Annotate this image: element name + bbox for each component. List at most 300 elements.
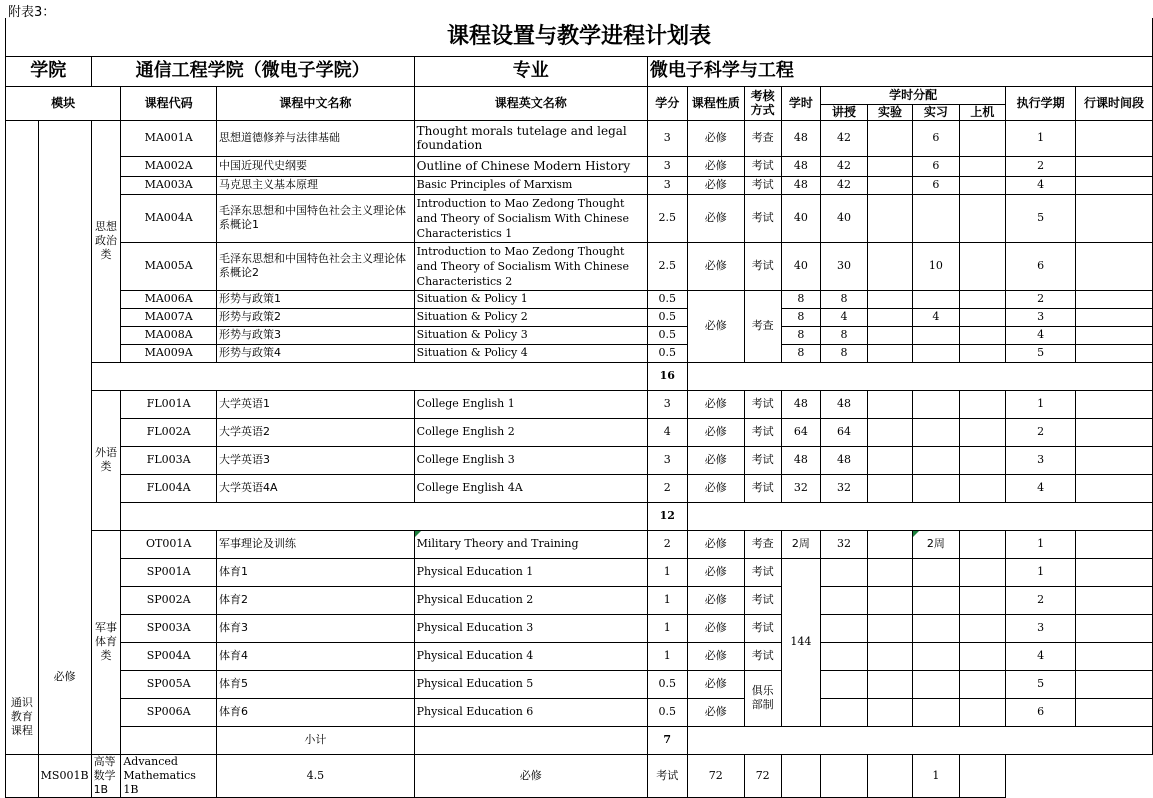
course-hours: 40 [781,194,821,242]
course-period [1076,586,1153,614]
course-period [1076,344,1153,362]
course-nature: 必修 [687,390,744,418]
course-en-name: Basic Principles of Marxism [414,176,647,194]
course-lecture: 4 [821,308,867,326]
course-credit: 3 [647,156,687,176]
course-computer [959,474,1005,502]
course-exam: 考试 [744,390,781,418]
course-credit: 3 [647,176,687,194]
course-computer [959,418,1005,446]
course-nature: 必修 [687,586,744,614]
course-exam: 考查 [744,120,781,156]
course-credit: 3 [647,120,687,156]
course-experiment [867,558,912,586]
course-lecture: 30 [821,242,867,290]
course-cn-name: 形势与政策2 [217,308,415,326]
course-semester: 3 [1006,614,1076,642]
course-nature: 必修 [687,194,744,242]
course-semester: 1 [1006,120,1076,156]
course-nature: 必修 [687,418,744,446]
course-practice [913,194,959,242]
header-nature: 课程性质 [687,86,744,120]
course-computer [959,194,1005,242]
category-general-education: 通识教育课程 [6,120,39,754]
course-practice [913,390,959,418]
course-cn-name: 毛泽东思想和中国特色社会主义理论体系概论2 [217,242,415,290]
course-semester: 4 [1006,642,1076,670]
subtotal-blank [121,726,217,754]
course-code: FL004A [121,474,217,502]
course-exam: 考试 [647,754,687,797]
course-code: OT001A [121,530,217,558]
course-cn-name: 大学英语4A [217,474,415,502]
course-lecture [821,642,867,670]
course-nature: 必修 [687,446,744,474]
course-experiment [781,754,821,797]
course-lecture [821,698,867,726]
course-period [1076,614,1153,642]
subtotal-label [121,502,648,530]
course-nature: 必修 [687,474,744,502]
course-exam: 考试 [744,446,781,474]
course-practice [913,698,959,726]
course-computer [959,344,1005,362]
course-practice [913,418,959,446]
course-cn-name: 毛泽东思想和中国特色社会主义理论体系概论1 [217,194,415,242]
course-nature: 必修 [414,754,647,797]
header-hour-distribution: 学时分配 [821,86,1006,104]
course-lecture [821,586,867,614]
course-practice: 10 [913,242,959,290]
course-credit: 1 [647,558,687,586]
appendix-note: 附表3： [8,5,56,20]
course-exam: 考试 [744,474,781,502]
header-credit: 学分 [647,86,687,120]
course-semester: 1 [1006,530,1076,558]
course-nature: 必修 [687,176,744,194]
course-hours: 2周 [781,530,821,558]
course-period [959,754,1005,797]
course-experiment [867,418,912,446]
course-practice: 6 [913,176,959,194]
course-experiment [867,120,912,156]
course-code: SP006A [121,698,217,726]
course-experiment [867,586,912,614]
course-lecture: 8 [821,344,867,362]
course-period [1076,530,1153,558]
course-nature: 必修 [687,120,744,156]
course-computer [959,326,1005,344]
course-exam: 考查 [744,290,781,362]
course-semester: 5 [1006,670,1076,698]
course-code: MA004A [121,194,217,242]
course-computer [959,670,1005,698]
course-period [1076,308,1153,326]
course-computer [959,614,1005,642]
course-practice [913,670,959,698]
course-cn-name: 体育3 [217,614,415,642]
course-experiment [867,242,912,290]
page-title: 课程设置与教学进程计划表 [6,18,1153,56]
course-en-name: Situation & Policy 1 [414,290,647,308]
course-lecture: 8 [821,326,867,344]
course-cn-name: 形势与政策3 [217,326,415,344]
subtotal-rest [687,362,1152,390]
course-lecture: 48 [821,390,867,418]
course-lecture: 48 [821,446,867,474]
course-code: MA005A [121,242,217,290]
subtotal-credit-ideology: 16 [647,362,687,390]
course-credit: 3 [647,446,687,474]
course-en-name: Introduction to Mao Zedong Thought and Theory of Socialism With Chinese Characteristics 1 [414,194,647,242]
course-cn-name: 大学英语3 [217,446,415,474]
course-nature: 必修 [687,670,744,698]
group-ideology: 思想政治类 [91,120,121,362]
course-code: FL002A [121,418,217,446]
course-semester: 4 [1006,474,1076,502]
course-lecture: 64 [821,418,867,446]
course-cn-name: 体育5 [217,670,415,698]
course-hours: 64 [781,418,821,446]
course-code: SP005A [121,670,217,698]
course-experiment [867,390,912,418]
course-semester: 2 [1006,586,1076,614]
course-practice: 6 [913,120,959,156]
course-cn-name: 形势与政策1 [217,290,415,308]
course-credit: 1 [647,614,687,642]
course-cn-name: 高等数学1B [91,754,121,797]
course-cn-name: 马克思主义基本原理 [217,176,415,194]
course-lecture: 32 [821,530,867,558]
course-experiment [867,698,912,726]
course-semester: 6 [1006,242,1076,290]
subtotal-rest [687,502,1152,530]
course-cn-name: 体育6 [217,698,415,726]
header-code: 课程代码 [121,86,217,120]
course-en-name: Advanced Mathematics 1B [121,754,217,797]
course-cn-name: 大学英语1 [217,390,415,418]
course-semester: 3 [1006,446,1076,474]
course-credit: 2 [647,474,687,502]
course-semester: 4 [1006,176,1076,194]
major-name: 微电子科学与工程 [647,56,1152,86]
subtotal-label: 小计 [217,726,415,754]
course-semester: 1 [1006,558,1076,586]
course-code: MA003A [121,176,217,194]
course-lecture: 8 [821,290,867,308]
course-credit: 2.5 [647,194,687,242]
course-credit: 1 [647,642,687,670]
header-practice: 实习 [913,104,959,120]
course-nature: 必修 [687,290,744,362]
course-period [1076,290,1153,308]
header-exam: 考核方式 [744,86,781,120]
course-computer [959,308,1005,326]
course-period [1076,390,1153,418]
course-code: SP003A [121,614,217,642]
course-hours: 72 [687,754,744,797]
course-credit: 1 [647,586,687,614]
course-plan-table [5,18,1153,798]
header-cn-name: 课程中文名称 [217,86,415,120]
course-en-name: Situation & Policy 2 [414,308,647,326]
course-experiment [867,344,912,362]
course-practice [913,474,959,502]
course-period [1076,176,1153,194]
course-computer [959,558,1005,586]
course-semester: 2 [1006,290,1076,308]
course-credit: 0.5 [647,290,687,308]
course-nature: 必修 [687,698,744,726]
course-credit: 0.5 [647,698,687,726]
course-credit: 0.5 [647,344,687,362]
course-cn-name: 思想道德修养与法律基础 [217,120,415,156]
course-cn-name: 军事理论及训练 [217,530,415,558]
course-period [1076,418,1153,446]
college-name: 通信工程学院（微电子学院） [91,56,414,86]
course-en-name: Military Theory and Training [414,530,647,558]
course-period [1076,326,1153,344]
course-en-name: Outline of Chinese Modern History [414,156,647,176]
course-period [1076,474,1153,502]
course-practice: 4 [913,308,959,326]
course-en-name: Physical Education 3 [414,614,647,642]
course-computer [959,446,1005,474]
course-exam: 考试 [744,242,781,290]
group-foreign-language: 外语类 [91,390,121,530]
course-exam: 考查 [744,530,781,558]
course-code: SP001A [121,558,217,586]
course-credit: 0.5 [647,326,687,344]
course-en-name: Physical Education 5 [414,670,647,698]
course-en-name: Physical Education 2 [414,586,647,614]
course-en-name: Situation & Policy 4 [414,344,647,362]
course-code: MA001A [121,120,217,156]
course-experiment [867,156,912,176]
course-nature: 必修 [687,614,744,642]
course-code: SP002A [121,586,217,614]
course-exam: 考试 [744,614,781,642]
header-en-name: 课程英文名称 [414,86,647,120]
course-code: MA009A [121,344,217,362]
course-cn-name: 形势与政策4 [217,344,415,362]
course-experiment [867,176,912,194]
course-cn-name: 大学英语2 [217,418,415,446]
subtotal-credit-military-sports: 7 [647,726,687,754]
course-nature: 必修 [687,530,744,558]
course-cn-name: 体育2 [217,586,415,614]
course-practice [913,586,959,614]
course-computer [959,290,1005,308]
course-en-name: Physical Education 4 [414,642,647,670]
header-experiment: 实验 [867,104,912,120]
header-hours: 学时 [781,86,821,120]
header-lecture: 讲授 [821,104,867,120]
course-lecture [821,670,867,698]
course-nature: 必修 [687,242,744,290]
course-computer [959,120,1005,156]
course-practice [913,344,959,362]
course-hours-pe: 144 [781,558,821,726]
course-lecture: 42 [821,176,867,194]
course-code: FL003A [121,446,217,474]
course-lecture: 32 [821,474,867,502]
course-hours: 8 [781,290,821,308]
header-computer: 上机 [959,104,1005,120]
course-experiment [867,194,912,242]
course-credit: 0.5 [647,670,687,698]
course-en-name: Physical Education 1 [414,558,647,586]
course-code: MA006A [121,290,217,308]
course-exam: 考试 [744,418,781,446]
course-code: MA002A [121,156,217,176]
course-hours: 48 [781,156,821,176]
subtotal-label [91,362,647,390]
course-period [1076,156,1153,176]
course-practice [913,326,959,344]
course-nature: 必修 [687,156,744,176]
course-credit: 3 [647,390,687,418]
course-en-name: College English 1 [414,390,647,418]
course-practice: 2周 [913,530,959,558]
course-period [1076,698,1153,726]
course-semester: 1 [1006,390,1076,418]
course-experiment [867,290,912,308]
course-nature: 必修 [687,558,744,586]
course-exam: 考试 [744,586,781,614]
course-hours: 32 [781,474,821,502]
course-practice [913,446,959,474]
course-practice: 6 [913,156,959,176]
course-hours: 8 [781,344,821,362]
course-en-name: College English 4A [414,474,647,502]
course-hours: 48 [781,390,821,418]
course-lecture: 42 [821,120,867,156]
course-exam-club: 俱乐部制 [744,670,781,726]
header-semester: 执行学期 [1006,86,1076,120]
course-computer [959,586,1005,614]
course-credit: 4 [647,418,687,446]
course-experiment [867,614,912,642]
course-semester: 2 [1006,418,1076,446]
course-practice [913,642,959,670]
course-experiment [867,670,912,698]
course-computer [959,642,1005,670]
course-code: SP004A [121,642,217,670]
course-period [1076,558,1153,586]
course-practice [913,614,959,642]
course-exam: 考试 [744,176,781,194]
course-practice [913,558,959,586]
course-practice [821,754,867,797]
course-experiment [867,530,912,558]
course-period [1076,120,1153,156]
course-credit: 0.5 [647,308,687,326]
course-en-name: College English 2 [414,418,647,446]
course-credit: 2.5 [647,242,687,290]
course-semester: 4 [1006,326,1076,344]
course-code: MS001B [38,754,91,797]
course-semester: 1 [913,754,959,797]
course-lecture [821,614,867,642]
course-computer [959,176,1005,194]
course-period [1076,446,1153,474]
course-hours: 40 [781,242,821,290]
course-lecture: 40 [821,194,867,242]
course-experiment [867,446,912,474]
group-math [6,754,39,797]
course-code: MA008A [121,326,217,344]
course-cn-name: 体育4 [217,642,415,670]
course-en-name: College English 3 [414,446,647,474]
course-en-name: Introduction to Mao Zedong Thought and Theory of Socialism With Chinese Characteristics 2 [414,242,647,290]
course-period [1076,242,1153,290]
course-computer [959,390,1005,418]
course-lecture: 72 [744,754,781,797]
course-semester: 5 [1006,194,1076,242]
course-experiment [867,642,912,670]
course-exam: 考试 [744,194,781,242]
course-cn-name: 中国近现代史纲要 [217,156,415,176]
course-lecture [821,558,867,586]
college-label: 学院 [6,56,92,86]
course-cn-name: 体育1 [217,558,415,586]
course-semester: 5 [1006,344,1076,362]
course-en-name: Physical Education 6 [414,698,647,726]
course-period [1076,642,1153,670]
course-code: MA007A [121,308,217,326]
course-en-name: Situation & Policy 3 [414,326,647,344]
course-exam: 考试 [744,156,781,176]
course-exam: 考试 [744,642,781,670]
course-hours: 48 [781,120,821,156]
course-en-name: Thought morals tutelage and legal foundation [414,120,647,156]
course-hours: 48 [781,176,821,194]
course-code: FL001A [121,390,217,418]
course-hours: 8 [781,326,821,344]
course-credit: 4.5 [217,754,415,797]
subtotal-rest [687,726,1152,754]
course-semester: 6 [1006,698,1076,726]
course-computer [959,698,1005,726]
subtotal-credit-foreign-language: 12 [647,502,687,530]
course-period [1076,194,1153,242]
course-period [1076,670,1153,698]
course-hours: 8 [781,308,821,326]
course-semester: 2 [1006,156,1076,176]
course-hours: 48 [781,446,821,474]
course-computer [959,242,1005,290]
course-experiment [867,474,912,502]
category-required: 必修 [38,120,91,754]
course-experiment [867,326,912,344]
group-military-sports: 军事体育类 [91,530,121,754]
header-module: 模块 [6,86,121,120]
subtotal-blank [414,726,647,754]
major-label: 专业 [414,56,647,86]
course-semester: 3 [1006,308,1076,326]
course-experiment [867,308,912,326]
course-lecture: 42 [821,156,867,176]
course-practice [913,290,959,308]
course-nature: 必修 [687,642,744,670]
course-exam: 考试 [744,558,781,586]
course-credit: 2 [647,530,687,558]
course-computer [959,156,1005,176]
course-computer [867,754,912,797]
course-computer [959,530,1005,558]
header-period: 行课时间段 [1076,86,1153,120]
